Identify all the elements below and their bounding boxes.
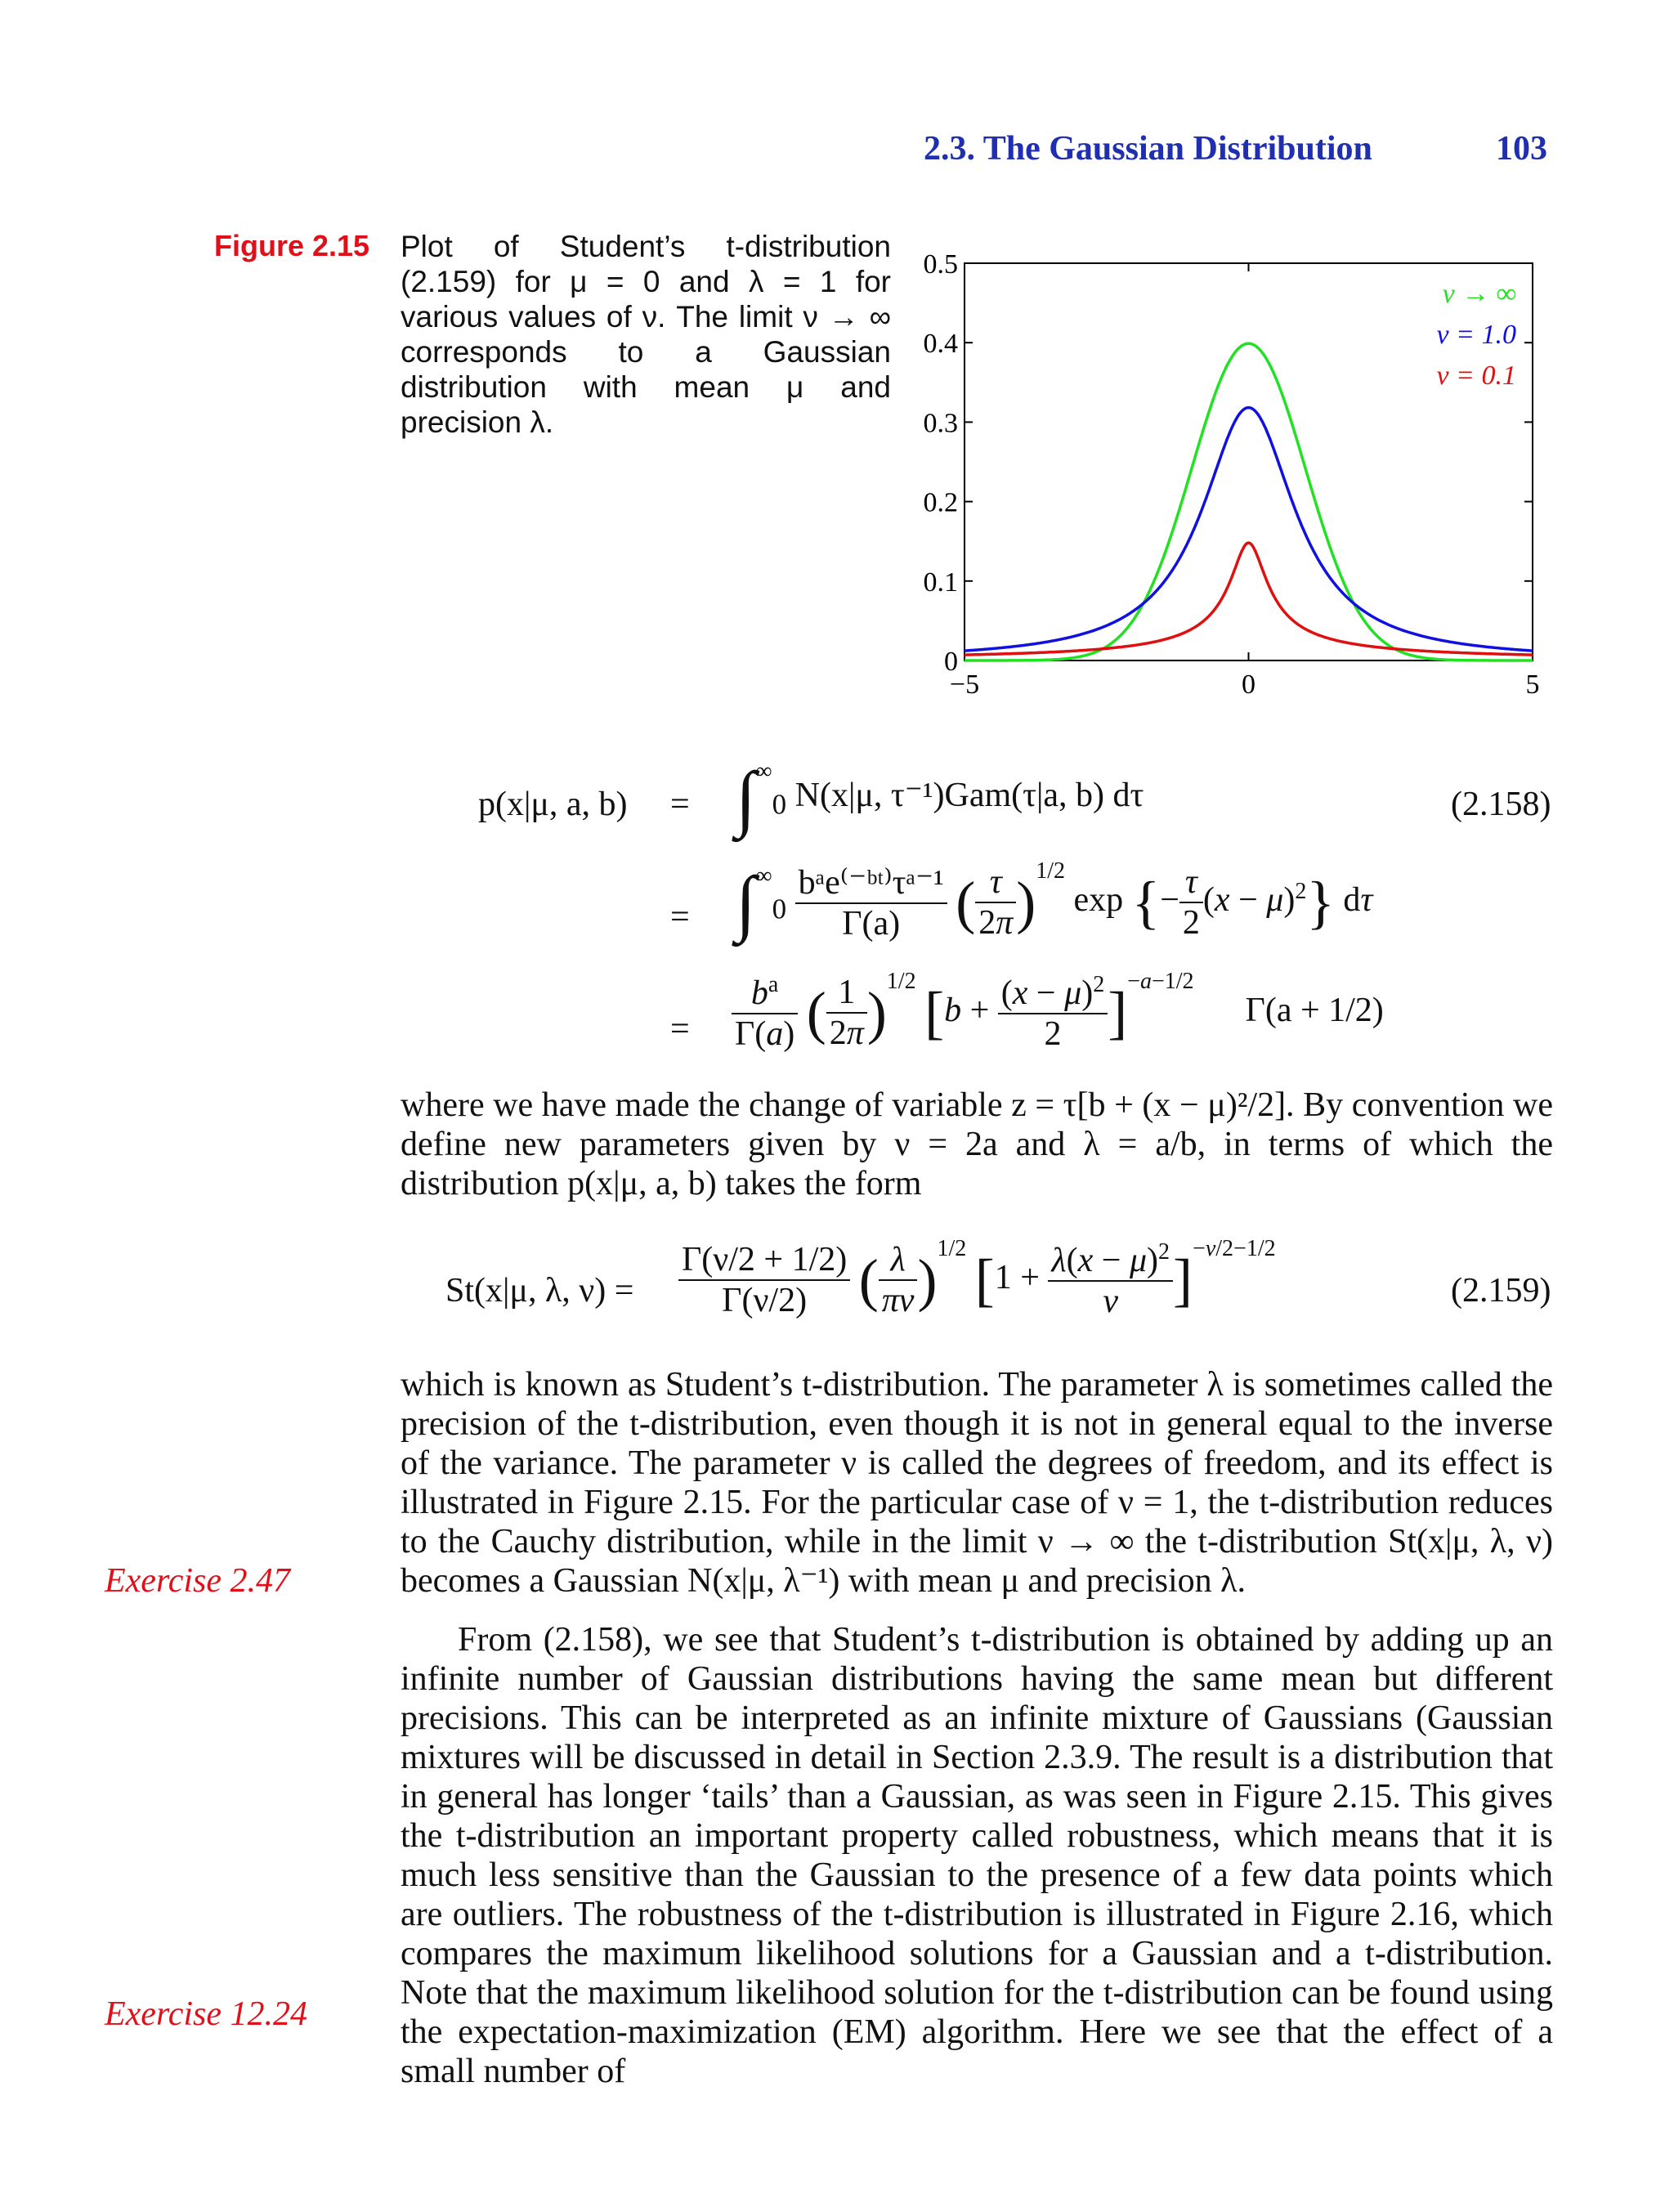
integral-sign: ∫ [736, 758, 756, 839]
eq158-line2-den: Γ(a) [842, 905, 901, 943]
margin-exercise-2-47: Exercise 2.47 [105, 1562, 291, 1600]
legend-entry-1: ν = 1.0 [1436, 320, 1516, 350]
eq158-lhs: p(x|μ, a, b) [478, 786, 628, 823]
eq159-number: (2.159) [1451, 1272, 1551, 1310]
x-tick-label: −5 [949, 669, 980, 700]
y-tick-label: 0.4 [923, 329, 958, 360]
paragraph-student-t: which is known as Student’s t-distribution. The parameter λ is sometimes called the precision of the t-distribution, even though it is not in general equal to the inverse of the variance. The parameter ν is called the degrees of freedom, and its effect is illustrated in Figure 2.15. For the particular case of ν = 1, the t-distribution reduces to the Cauchy distribution, while in the limit ν → ∞ the t-distribution St(x|μ, λ, ν) becomes a Gaussian N(x|μ, λ⁻¹) with mean μ and precision λ. [401, 1366, 1553, 1600]
legend-entry-0: ν → ∞ [1442, 279, 1516, 309]
eq158-line1: $\int^\infty_0$ N(x|μ, τ⁻¹)Gam(τ|a, b) dτ [736, 758, 1144, 839]
y-tick-label: 0 [944, 647, 958, 677]
section-header-title: 2.3. The Gaussian Distribution [924, 130, 1372, 168]
eq158-line3-tail: Γ(a + 1/2) [1245, 992, 1384, 1029]
y-tick-label: 0.2 [923, 487, 958, 518]
eq158-line2: $\int^\infty_0$ $\frac{\text{bᵃe⁽⁻ᵇᵗ⁾τᵃ⁻¹}}{\Gamma(a)}$ ( $\frac{\tau}{2\pi}$ )$^{1/2}$ exp {− $\frac{\tau}{2}$ $(x - \mu)^2$} dτ [736, 858, 1373, 943]
eq158-equals-1: = [670, 786, 690, 823]
eq158-equals-2: = [670, 898, 690, 936]
x-tick-label: 5 [1525, 669, 1540, 700]
y-tick-label: 0.1 [923, 566, 958, 598]
eq158-line1-body: N(x|μ, τ⁻¹)Gam(τ|a, b) dτ [794, 777, 1144, 815]
paragraph-robustness: From (2.158), we see that Student’s t-distribution is obtained by adding up an infinite number of Gaussian distributions having the same mean but different precisions. This can be interpreted as an infinite mixture of Gaussians (Gaussian mixtures will be discussed in detail in Section 2.3.9. The result is a distribution that in general has longer ‘tails’ than a Gaussian, as was seen in Figure 2.15. This gives the t-distribution an important property called robustness, which means that it is much less sensitive than the Gaussian to the presence of a few data points which are outliers. The robustness of the t-distribution is illustrated in Figure 2.16, which compares the maximum likelihood solutions for a Gaussian and a t-distribution. Note that the maximum likelihood solution for the t-distribution can be found using the expectation-maximization (EM) algorithm. Here we see that the effect of a small number of [401, 1621, 1553, 2090]
eq158-line2-frac [795, 862, 947, 943]
eq158-line3: $\frac{b^a}{\Gamma(a)}$ ( $\frac{1}{2\pi}$ )$^{1/2}$ [b + $\frac{(x - \mu)^2}{2}$ ]$^{-a-1/2}$ Γ(a + 1/2) [732, 969, 1384, 1054]
x-tick-label: 0 [1242, 669, 1256, 700]
y-tick-label: 0.5 [923, 249, 958, 280]
margin-exercise-12-24: Exercise 12.24 [105, 1995, 308, 2033]
eq158-line2-num: bᵃe⁽⁻ᵇᵗ⁾τᵃ⁻¹ [795, 862, 947, 904]
eq159-gamma-frac [678, 1240, 850, 1320]
series-line-1 [965, 408, 1533, 651]
eq158-equals-3: = [670, 1010, 690, 1048]
y-tick-label: 0.3 [923, 408, 958, 439]
eq159-num: Γ(ν/2 + 1/2) [678, 1240, 850, 1281]
page-number: 103 [1496, 130, 1547, 168]
legend-entry-2: ν = 0.1 [1436, 360, 1516, 391]
integral-sign: ∫ [736, 862, 756, 943]
t-distribution-plot [899, 242, 1553, 700]
series-line-2 [965, 543, 1533, 655]
eq158-number: (2.158) [1451, 786, 1551, 823]
eq159-den: Γ(ν/2) [722, 1282, 808, 1320]
figure-caption: Plot of Student’s t-distribution (2.159) for μ = 0 and λ = 1 for various values of ν. The limit ν → ∞ corresponds to a Gaussian distribution with mean μ and precision λ. [401, 230, 891, 439]
eq159-lhs: St(x|μ, λ, ν) = [445, 1272, 634, 1310]
figure-label: Figure 2.15 [214, 229, 370, 262]
eq159-rhs: $\frac{\Gamma(\nu/2 + 1/2)}{\Gamma(\nu/2)}$ ( $\frac{\lambda}{\pi\nu}$ )$^{1/2}$ [1 + $\frac{\lambda(x - \mu)^2}{\nu}$ ]$^{-\nu/2-1/2}$ [678, 1236, 1276, 1321]
series-line-0 [965, 343, 1533, 660]
paragraph-change-of-variable: where we have made the change of variable z = τ[b + (x − μ)²/2]. By convention we define new parameters given by ν = 2a and λ = a/b, in terms of which the distribution p(x|μ, a, b) takes the form [401, 1086, 1553, 1202]
